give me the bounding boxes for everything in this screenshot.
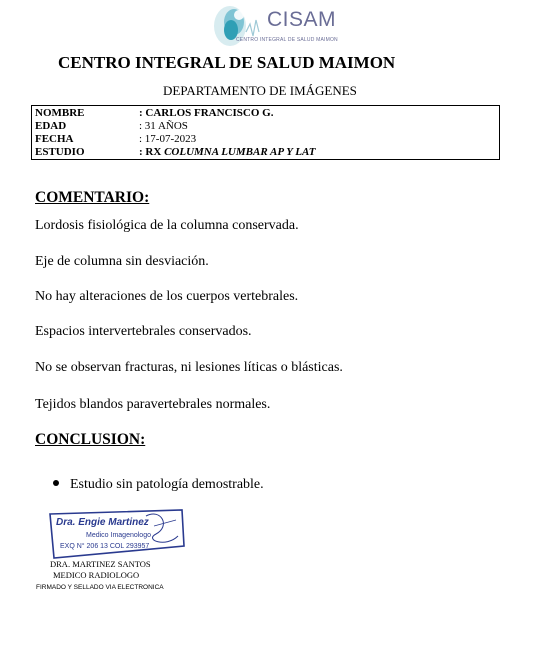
- comment-heading: COMENTARIO:: [35, 189, 150, 206]
- doctor-role: MEDICO RADIOLOGO: [53, 570, 140, 580]
- info-value-fecha: : 17-07-2023: [139, 133, 197, 145]
- info-label: ESTUDIO: [35, 146, 85, 158]
- comment-line: No hay alteraciones de los cuerpos vertebrales.: [35, 289, 299, 304]
- logo-subtitle: CENTRO INTEGRAL DE SALUD MAIMON: [236, 37, 338, 43]
- stamp-role: Medico Imagenologo: [86, 532, 151, 539]
- info-label: FECHA: [35, 133, 74, 145]
- comment-line: Lordosis fisiológica de la columna conservada.: [35, 218, 299, 233]
- conclusion-heading: CONCLUSION:: [35, 431, 146, 448]
- comment-line: Eje de columna sin desviación.: [35, 254, 209, 269]
- department-title: DEPARTAMENTO DE IMÁGENES: [163, 83, 357, 98]
- doctor-name: DRA. MARTINEZ SANTOS: [50, 559, 151, 569]
- info-label: EDAD: [35, 120, 67, 132]
- study-prefix: : RX: [139, 146, 165, 158]
- comment-line: No se observan fracturas, ni lesiones líticas o blásticas.: [35, 360, 343, 375]
- bullet-icon: [53, 480, 59, 486]
- signed-note: FIRMADO Y SELLADO VIA ELECTRONICA: [36, 584, 164, 591]
- center-title: CENTRO INTEGRAL DE SALUD MAIMON: [58, 53, 396, 72]
- logo-name: CISAM: [267, 8, 337, 31]
- info-value-edad: : 31 AÑOS: [139, 120, 188, 132]
- stamp-name: Dra. Engie Martinez: [56, 517, 149, 528]
- comment-line: Tejidos blandos paravertebrales normales.: [35, 397, 271, 412]
- patient-info-box: [31, 105, 500, 160]
- stamp-registration: EXQ N° 206 13 COL 293957: [60, 543, 150, 550]
- info-value-estudio: [139, 146, 315, 159]
- info-label: NOMBRE: [35, 107, 85, 119]
- comment-line: Espacios intervertebrales conservados.: [35, 324, 252, 339]
- study-name: COLUMNA LUMBAR AP Y LAT: [164, 146, 316, 158]
- conclusion-item: Estudio sin patología demostrable.: [70, 477, 264, 492]
- info-value-nombre: : CARLOS FRANCISCO G.: [139, 107, 274, 119]
